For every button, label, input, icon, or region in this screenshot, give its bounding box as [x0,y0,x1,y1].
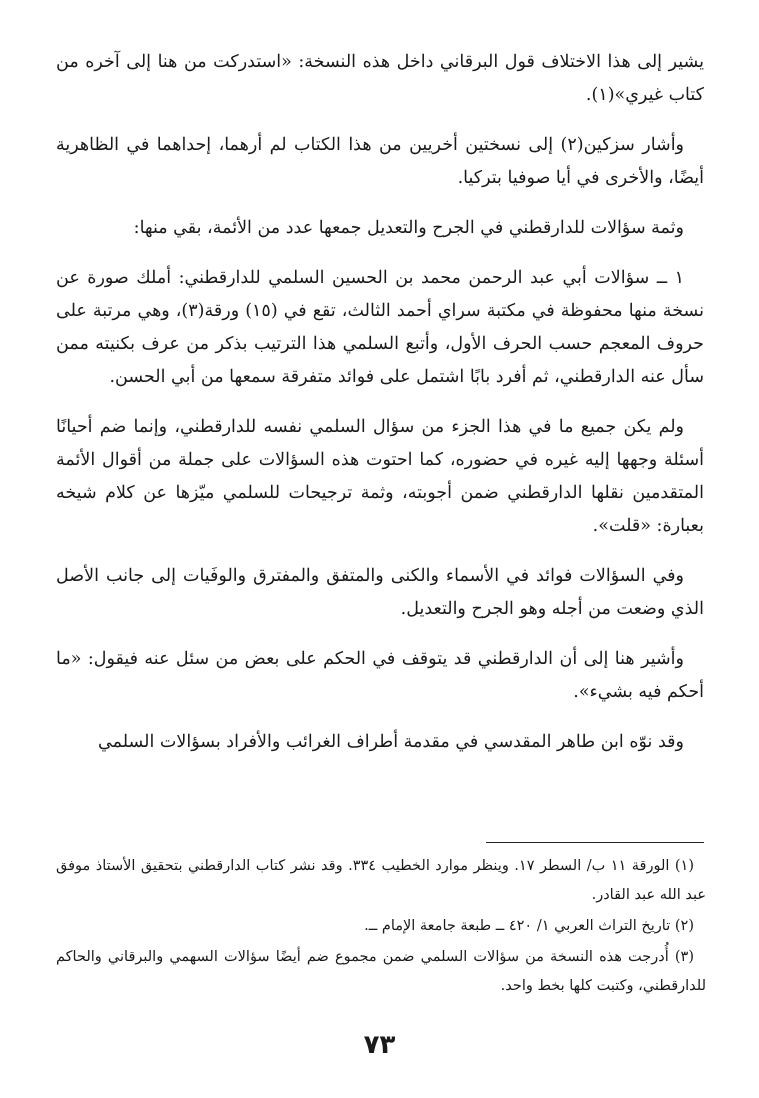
paragraph-6: وفي السؤالات فوائد في الأسماء والكنى والمتفق والمفترق والوفَيات إلى جانب الأصل الذي وضعت من أجله وهو الجرح والتعديل. [56,566,704,619]
footnote-1: (١) الورقة ١١ ب/ السطر ١٧. وينظر موارد الخطيب ٣٣٤. وقد نشر كتاب الدارقطني بتحقيق الأستاذ موفق عبد الله عبد القادر. [56,858,706,903]
paragraph-5: ولم يكن جميع ما في هذا الجزء من سؤال السلمي نفسه للدارقطني، وإنما ضم أحيانًا أسئلة وجهها إليه غيره في حضوره، كما احتوت هذه السؤالات على جملة من أقوال الأئمة المتقدمين نقلها الدارقطني ضمن أجوبته، وثمة ترجيحات للسلمي ميّزها عن كلام شيخه بعبارة: «قلت». [56,417,704,536]
page-number: ٧٣ [363,1030,396,1060]
paragraph-4: ١ ــ سؤالات أبي عبد الرحمن محمد بن الحسين السلمي للدارقطني: أملك صورة عن نسخة منها محفوظة في مكتبة سراي أحمد الثالث، تقع في (١٥) ورقة(٣)، وهي مرتبة على حروف المعجم حسب الحرف الأول، وأتبع السلمي هذا الترتيب بذكر من عرف بكنيته ممن سأل عنه الدارقطني، ثم أفرد بابًا اشتمل على فوائد متفرقة سمعها من أبي الحسن. [56,268,704,387]
footnote-divider [486,842,704,843]
footnote-2: (٢) تاريخ التراث العربي ١/ ٤٢٠ ــ طبعة جامعة الإمام ــ. [364,918,694,934]
footnote-3: (٣) أُدرجت هذه النسخة من سؤالات السلمي ضمن مجموع ضم أيضًا سؤالات السهمي والبرقاني والحاكم للدارقطني، وكتبت كلها بخط واحد. [56,949,706,994]
paragraph-8: وقد نوّه ابن طاهر المقدسي في مقدمة أطراف الغرائب والأفراد بسؤالات السلمي [98,732,684,752]
paragraph-1: يشير إلى هذا الاختلاف قول البرقاني داخل هذه النسخة: «استدركت من هنا إلى آخره من كتاب غيري»(١). [56,52,704,105]
paragraph-7: وأشير هنا إلى أن الدارقطني قد يتوقف في الحكم على بعض من سئل عنه فيقول: «ما أحكم فيه بشيء». [56,649,704,702]
paragraph-2: وأشار سزكين(٢) إلى نسختين أخريين من هذا الكتاب لم أرهما، إحداهما في الظاهرية أيضًا، والأخرى في أيا صوفيا بتركيا. [56,135,704,188]
footnotes [56,852,706,1003]
paragraph-3: وثمة سؤالات للدارقطني في الجرح والتعديل جمعها عدد من الأئمة، بقي منها: [133,218,684,238]
main-text [56,46,704,776]
